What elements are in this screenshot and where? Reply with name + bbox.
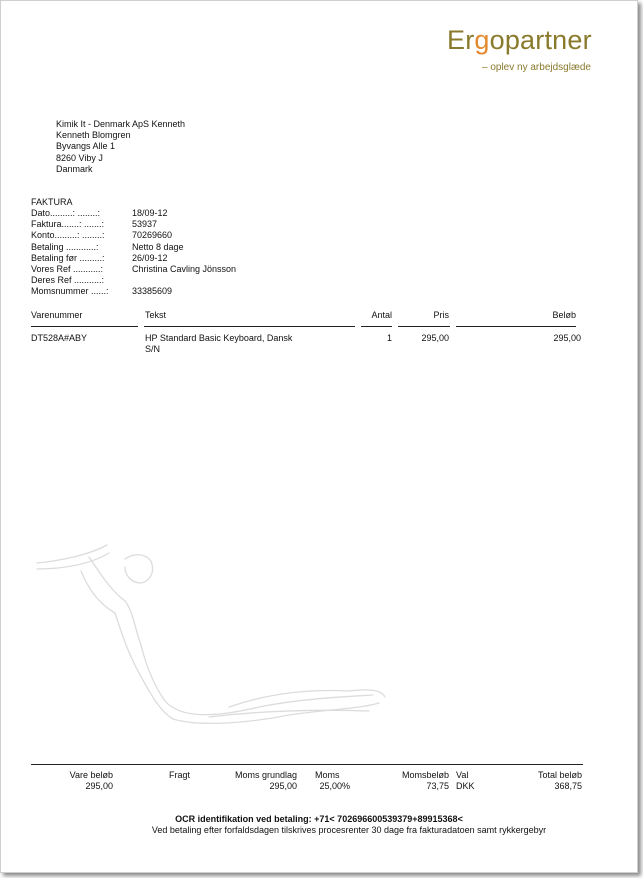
column-header-belob: Beløb <box>552 310 576 320</box>
address-line: Danmark <box>56 163 93 174</box>
meta-value: 33385609 <box>132 286 173 297</box>
meta-value: Christina Cavling Jönsson <box>132 263 237 274</box>
meta-label: Deres Ref ...........: <box>31 275 105 286</box>
address-line: Kimik It - Denmark ApS Kenneth <box>56 119 186 129</box>
meta-label: Konto.........: ........: <box>31 230 105 241</box>
meta-value <box>132 275 236 286</box>
column-header-antal: Antal <box>371 310 392 320</box>
meta-label: Vores Ref ...........: <box>31 263 104 274</box>
row-varenummer: DT528A#ABY <box>31 333 88 343</box>
header-underline <box>144 326 355 327</box>
meta-value: 26/09-12 <box>132 252 168 263</box>
address-line: Kenneth Blomgren <box>56 130 131 141</box>
totals-val: DKK <box>456 781 475 791</box>
row-belob: 295,00 <box>553 333 581 343</box>
header-underline <box>456 326 576 327</box>
totals-moms-grundlag: 295,00 <box>269 781 297 791</box>
meta-label: Momsnummer ......: <box>31 286 109 297</box>
row-pris: 295,00 <box>421 333 449 343</box>
row-antal: 1 <box>386 333 392 343</box>
meta-value: 53937 <box>132 219 158 230</box>
late-payment-note: Ved betaling efter forfaldsdagen tilskrives procesrenter 30 dage fra fakturadatoen samt rykkergebyr <box>151 825 547 835</box>
meta-value: 70269660 <box>132 230 173 241</box>
totals-header-momsbelob: Momsbeløb <box>401 770 449 780</box>
meta-label: Betaling ............: <box>31 241 99 252</box>
totals-header-val: Val <box>456 770 469 780</box>
meta-value: Netto 8 dage <box>132 241 184 252</box>
totals-header-moms: Moms <box>315 770 340 780</box>
address-line: Byvangs Alle 1 <box>56 141 116 152</box>
totals-header-moms-grundlag: Moms grundlag <box>234 770 297 780</box>
logo-tagline: – oplev ny arbejdsglæde <box>482 62 591 73</box>
document-title: FAKTURA <box>31 197 73 207</box>
meta-label: Betaling før .........: <box>31 252 105 263</box>
ergopartner-logo <box>447 25 592 55</box>
column-header-tekst: Tekst <box>145 310 167 320</box>
ergopartner-figure-watermark <box>29 541 389 731</box>
totals-vare-belob: 295,00 <box>85 781 113 791</box>
address-line: 8260 Viby J <box>56 152 103 163</box>
logo-text-start: Er <box>447 25 475 55</box>
row-tekst-sn: S/N <box>145 344 161 354</box>
invoice-meta-labels <box>31 208 109 298</box>
meta-value: 18/09-12 <box>132 208 168 218</box>
recipient-address <box>56 119 185 175</box>
header-underline <box>31 326 138 327</box>
meta-label: Faktura.......: .......: <box>31 219 105 230</box>
totals-momsbelob: 73,75 <box>426 781 449 791</box>
totals-total-belob: 368,75 <box>554 781 582 791</box>
invoice-meta-values <box>132 208 236 298</box>
row-tekst: HP Standard Basic Keyboard, Dansk <box>145 333 293 343</box>
column-header-varenummer: Varenummer <box>31 310 83 320</box>
header-underline <box>361 326 392 327</box>
logo-text-end: opartner <box>489 25 592 55</box>
totals-header-total-belob: Total beløb <box>537 770 582 780</box>
totals-moms: 25,00% <box>319 781 350 791</box>
totals-header-vare-belob: Vare beløb <box>69 770 113 780</box>
header-underline <box>398 326 450 327</box>
ocr-line: OCR identifikation ved betaling: +71< 702696600539379+89915368< <box>175 814 463 824</box>
totals-header-fragt: Fragt <box>168 770 190 780</box>
logo-text-accent: g <box>474 25 490 55</box>
meta-label: Dato.........: ........: <box>31 208 101 218</box>
column-header-pris: Pris <box>433 310 449 320</box>
totals-top-rule <box>31 764 583 765</box>
